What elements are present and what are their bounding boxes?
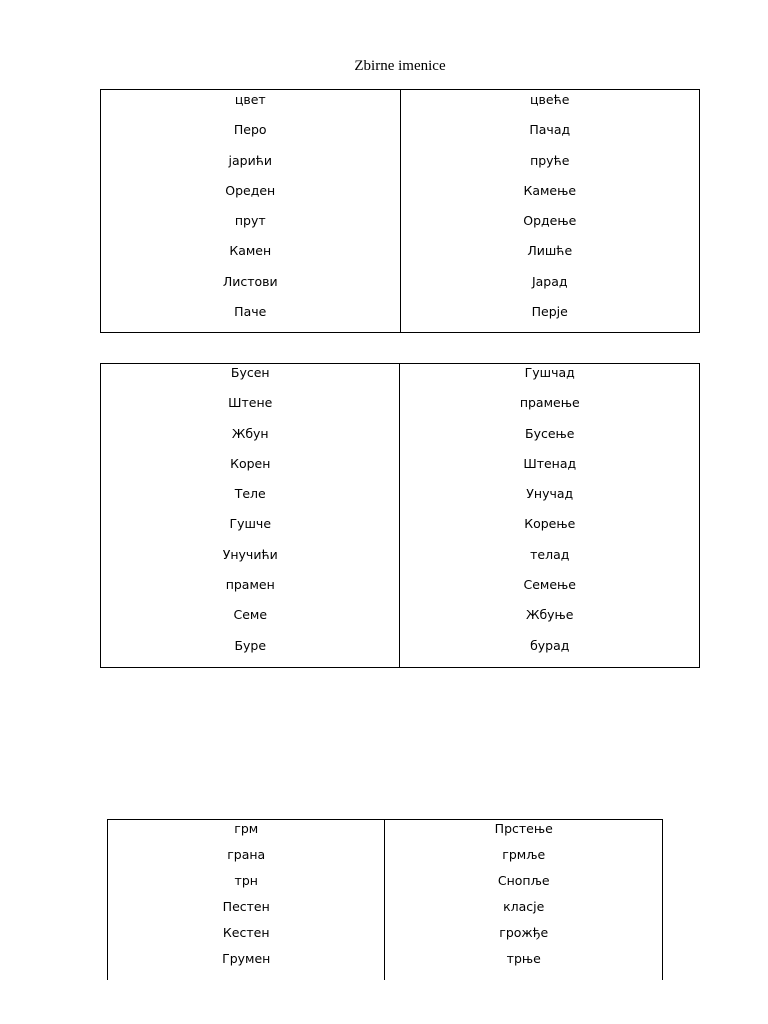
collective-column	[385, 820, 663, 981]
word-cell: Жбун	[231, 425, 269, 441]
word-cell: Ореден	[225, 182, 276, 198]
word-cell: Пестен	[222, 899, 270, 914]
collective-column	[400, 90, 700, 333]
word-cell: цвет	[234, 92, 266, 107]
word-cell: Перје	[531, 304, 568, 320]
word-cell: Корен	[230, 455, 271, 471]
word-table-2	[100, 363, 700, 668]
word-cell: Корење	[524, 516, 576, 532]
word-cell: Прстење	[494, 821, 553, 836]
word-cell: Семе	[233, 607, 268, 623]
word-cell: цвеће	[530, 92, 570, 107]
singular-column	[101, 364, 400, 668]
document-title: Zbirne imenice	[354, 58, 446, 74]
word-cell: Гушче	[229, 516, 272, 532]
word-cell: Штене	[228, 395, 273, 411]
word-cell: Бусен	[230, 365, 270, 380]
word-cell: Гушчад	[524, 365, 575, 380]
word-cell: Перо	[233, 122, 267, 138]
word-cell: грм	[234, 821, 259, 836]
word-cell: Камен	[229, 243, 272, 259]
word-cell: Снопље	[497, 873, 550, 888]
word-cell: јарићи	[228, 152, 272, 168]
word-cell: прамен	[225, 577, 275, 593]
word-cell: Листови	[222, 273, 278, 289]
word-cell: Буре	[234, 637, 267, 653]
collective-column	[400, 364, 700, 668]
word-table-1	[100, 89, 700, 333]
word-cell: Бусење	[525, 425, 575, 441]
singular-column	[101, 90, 401, 333]
word-cell: прамење	[519, 395, 580, 411]
word-cell: Кестен	[222, 925, 270, 940]
word-cell: прут	[234, 213, 266, 229]
word-cell: Ордење	[523, 213, 577, 229]
word-cell: грана	[227, 847, 266, 862]
word-cell: Унучад	[526, 486, 574, 502]
word-cell: Јарад	[531, 273, 568, 289]
word-cell: Паче	[234, 304, 267, 320]
word-cell: трн	[234, 873, 258, 888]
word-cell: Грумен	[222, 951, 271, 966]
word-cell: бурад	[530, 637, 570, 653]
word-cell: трње	[506, 951, 541, 966]
word-cell: грожђе	[499, 925, 549, 940]
word-table-3	[107, 819, 663, 980]
word-cell: Лишће	[527, 243, 573, 259]
word-cell: Штенад	[523, 455, 577, 471]
word-cell: грмље	[502, 847, 546, 862]
word-cell: Камење	[523, 182, 577, 198]
word-cell: Унучићи	[222, 546, 278, 562]
word-cell: пруће	[530, 152, 570, 168]
word-cell: класје	[503, 899, 545, 914]
word-cell: Пачад	[529, 122, 571, 138]
word-cell: Теле	[234, 486, 266, 502]
word-cell: телад	[530, 546, 570, 562]
word-cell: Жбуње	[525, 607, 574, 623]
singular-column	[108, 820, 385, 981]
word-cell: Семење	[523, 577, 576, 593]
